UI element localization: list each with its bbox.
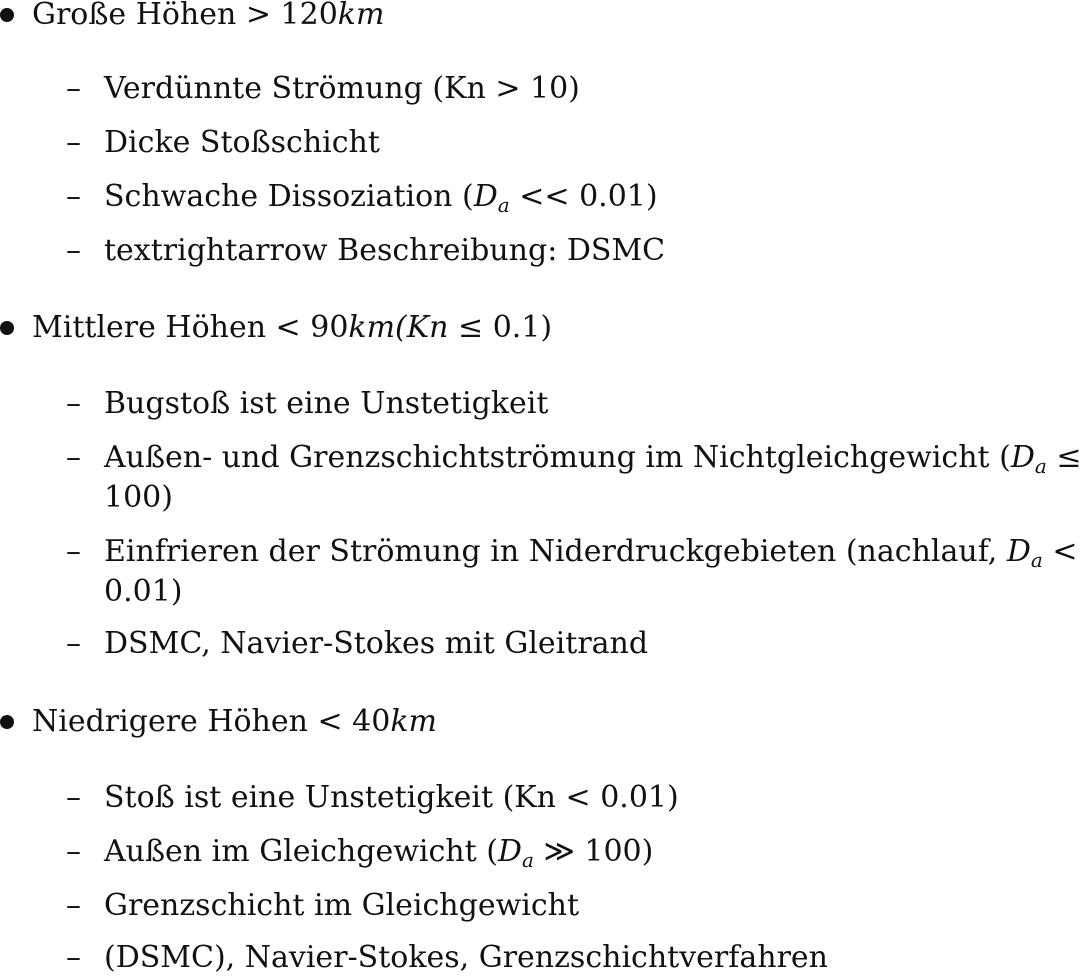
bullet-icon [0, 321, 14, 335]
dash-marker: – [66, 233, 81, 268]
dash-marker: – [66, 386, 81, 421]
list-item: Außen im Gleichgewicht ($D_a$ ≫ 100) [104, 834, 654, 872]
list-item-line: Außen- und Grenzschichtströmung im Nichtgleichgewicht ($D_a$ ≤ [104, 440, 1082, 478]
bullet-icon [0, 715, 14, 729]
bullet-icon [0, 8, 14, 22]
section-heading-high-altitude: Große Höhen > 120km [32, 0, 385, 32]
list-item-line: Einfrieren der Strömung in Niderdruckgebieten (nachlauf, $D_a$ < [104, 534, 1078, 572]
list-item: Schwache Dissoziation $(D_a << 0.01)$ [104, 179, 658, 217]
dash-marker: – [66, 534, 81, 569]
list-item: Bugstoß ist eine Unstetigkeit [104, 386, 549, 421]
list-item: (DSMC), Navier-Stokes, Grenzschichtverfahren [104, 940, 828, 975]
dash-marker: – [66, 179, 81, 214]
dash-marker: – [66, 626, 81, 661]
dash-marker: – [66, 780, 81, 815]
list-item-line: 0.01) [104, 574, 183, 609]
section-heading-mid-altitude: Mittlere Höhen < 90km(Kn ≤ 0.1) [32, 310, 553, 345]
list-item: Verdünnte Strömung (Kn > 10) [104, 71, 580, 106]
list-item: Grenzschicht im Gleichgewicht [104, 888, 580, 923]
list-item: textrightarrow Beschreibung: DSMC [104, 233, 666, 268]
dash-marker: – [66, 440, 81, 475]
section-heading-low-altitude: Niedrigere Höhen < 40km [32, 704, 437, 739]
list-item: Stoß ist eine Unstetigkeit (Kn < 0.01) [104, 780, 679, 815]
dash-marker: – [66, 834, 81, 869]
dash-marker: – [66, 125, 81, 160]
dash-marker: – [66, 71, 81, 106]
list-item-line: 100) [104, 480, 173, 515]
dash-marker: – [66, 940, 81, 975]
list-item: Dicke Stoßschicht [104, 125, 380, 160]
dash-marker: – [66, 888, 81, 923]
list-item: DSMC, Navier-Stokes mit Gleitrand [104, 626, 649, 661]
